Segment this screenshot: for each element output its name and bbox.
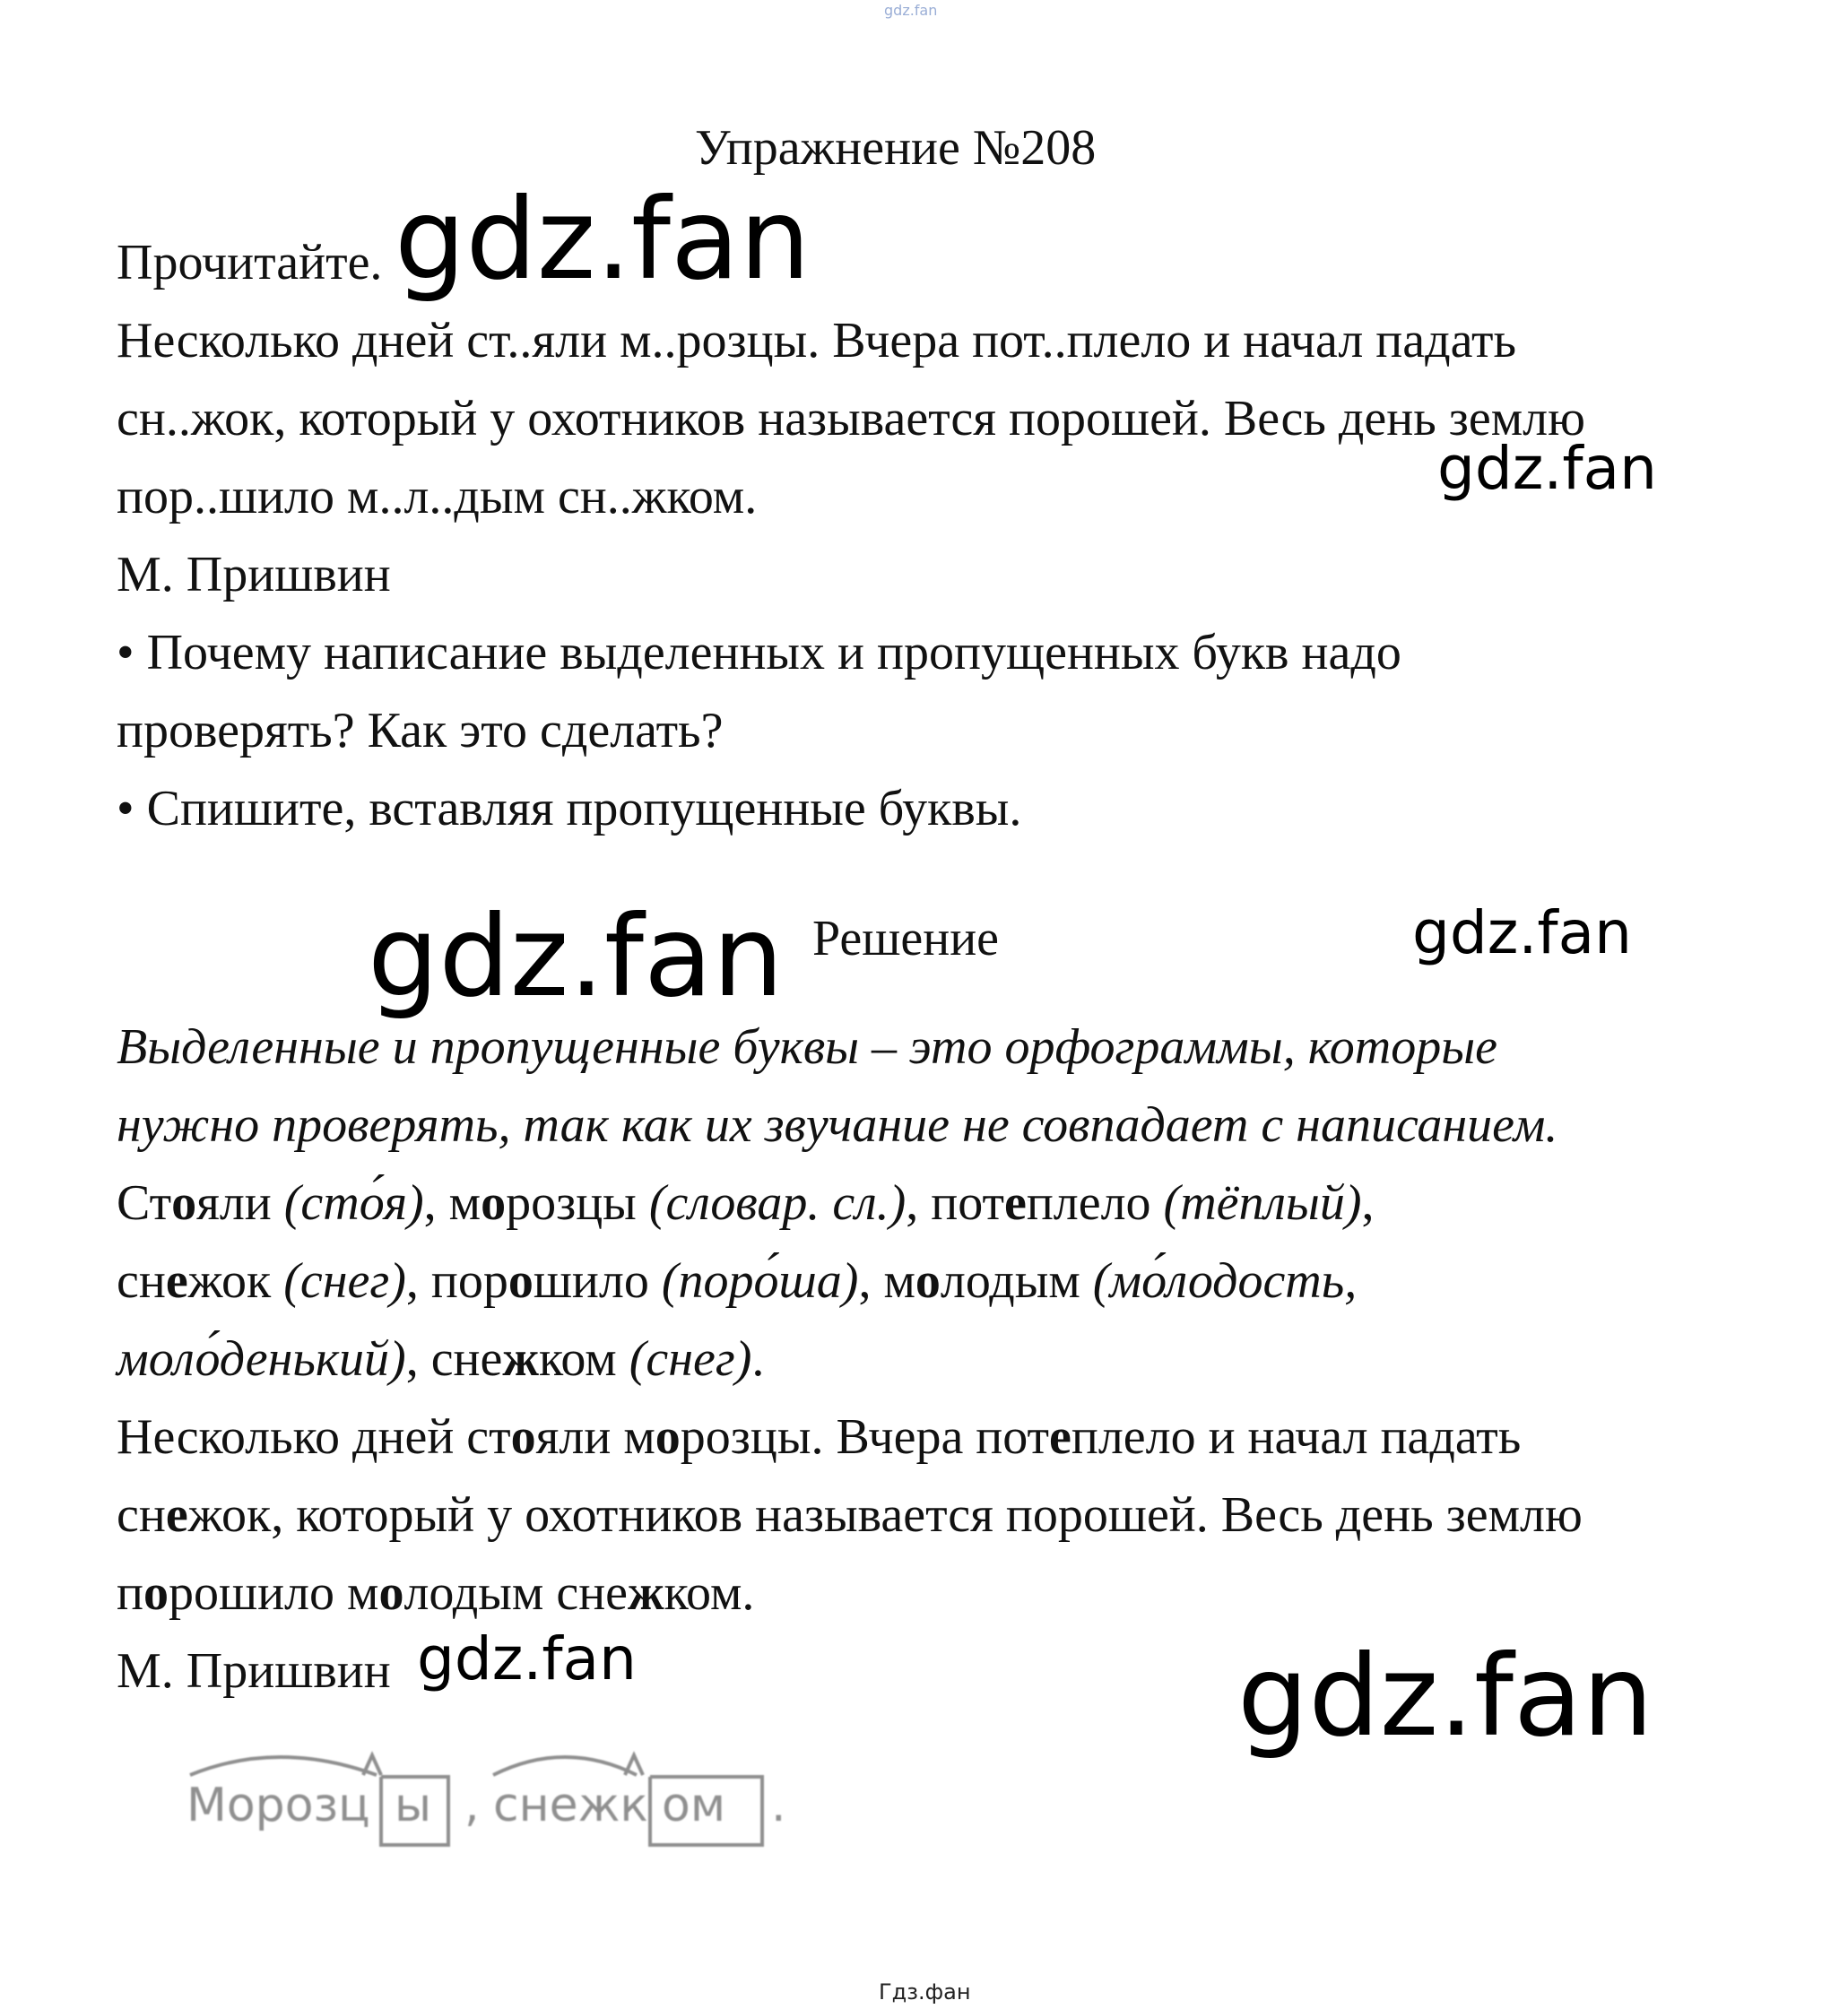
question-line-1: • Почему написание выделенных и пропущенных букв надо (117, 625, 1401, 680)
question-line-2: проверять? Как это сделать? (117, 703, 724, 758)
scheme-period: . (771, 1779, 786, 1832)
scheme-word1-stem: Морозц (187, 1779, 370, 1832)
explanation-line-1: Выделенные и пропущенные буквы – это орфограммы, которые (117, 1019, 1497, 1075)
watermark-3: gdz.fan (368, 892, 784, 1022)
final-text-line-1: Несколько дней стояли морозцы. Вчера потеплело и начал падать (117, 1409, 1522, 1465)
scheme-word2-ending: ом (662, 1779, 726, 1832)
morpheme-scheme (179, 1739, 807, 1883)
final-text-line-2: снежок, который у охотников называется порошей. Весь день землю (117, 1487, 1583, 1543)
check-words-line-1: Стояли (сто́я), морозцы (словар. сл.), потеплело (тёплый), (117, 1175, 1375, 1231)
footer-text: Гдз.фан (879, 1979, 971, 2005)
scheme-comma: , (464, 1779, 480, 1832)
final-author: М. Пришвин (117, 1643, 391, 1699)
check-words-line-2: снежок (снег), порошило (поро́ша), молодым (мо́лодость, (117, 1253, 1358, 1309)
top-watermark: gdz.fan (884, 2, 938, 19)
exercise-title: Упражнение №208 (695, 120, 1097, 176)
instruction: Прочитайте. (117, 235, 383, 290)
solution-heading: Решение (812, 911, 1000, 966)
scheme-word2-stem: снежк (493, 1779, 648, 1832)
watermark-1: gdz.fan (395, 175, 811, 305)
explanation-line-2: нужно проверять, так как их звучание не совпадает с написанием. (117, 1097, 1558, 1153)
root-arc-2 (493, 1757, 637, 1775)
exercise-author: М. Пришвин (117, 547, 391, 602)
watermark-4: gdz.fan (1412, 898, 1632, 967)
check-words-line-3: моло́денький), снежком (снег). (117, 1331, 765, 1387)
exercise-text-line-1: Несколько дней ст..яли м..розцы. Вчера пот..плело и начал падать (117, 313, 1517, 368)
root-arc-1 (190, 1757, 377, 1775)
watermark-5: gdz.fan (417, 1624, 637, 1693)
task-line: • Спишите, вставляя пропущенные буквы. (117, 781, 1022, 836)
exercise-text-line-2: сн..жок, который у охотников называется порошей. Весь день землю (117, 391, 1585, 446)
final-text-line-3: порошило молодым снежком. (117, 1565, 755, 1621)
scheme-word1-ending: ы (395, 1779, 432, 1832)
watermark-6: gdz.fan (1237, 1632, 1653, 1762)
exercise-text-line-3: пор..шило м..л..дым сн..жком. (117, 469, 758, 524)
watermark-2: gdz.fan (1437, 434, 1657, 503)
